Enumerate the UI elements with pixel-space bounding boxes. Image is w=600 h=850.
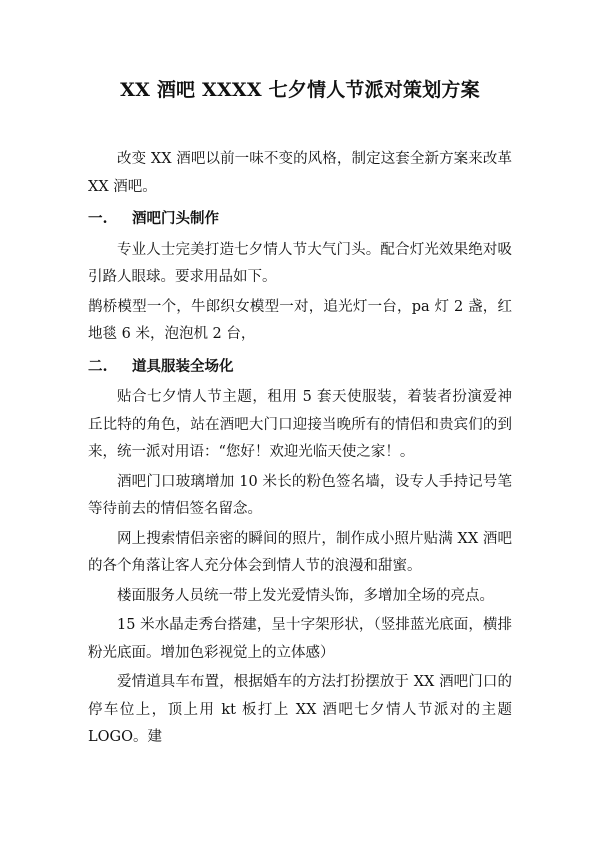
body-paragraph: 15 米水晶走秀台搭建，呈十字架形状，（竖排蓝光底面，横排粉光底面。增加色彩视觉上的立体感） [88,617,512,661]
body-paragraph: 鹊桥模型一个，牛郎织女模型一对，追光灯一台，pa 灯 2 盏，红地毯 6 米，泡泡机 2 台， [88,298,512,342]
section-heading-text: 酒吧门头制作 [132,210,219,227]
section-heading-2 [88,353,512,381]
body-paragraph: 网上搜索情侣亲密的瞬间的照片，制作成小照片贴满 XX 酒吧的各个角落让客人充分体会到情人节的浪漫和甜蜜。 [88,530,512,574]
body-paragraph: 爱情道具车布置，根据婚车的方法打扮摆放于 XX 酒吧门口的停车位上，顶上用 kt 板打上 XX 酒吧七夕情人节派对的主题 LOGO。建 [88,674,512,745]
intro-paragraph: 改变 XX 酒吧以前一味不变的风格，制定这套全新方案来改革 XX 酒吧。 [88,151,512,195]
section-heading-text: 道具服装全场化 [132,357,234,375]
body-paragraph: 酒吧门口玻璃增加 10 米长的粉色签名墙，设专人手持记号笔等待前去的情侣签名留念。 [88,473,512,517]
document-title: XX 酒吧 XXXX 七夕情人节派对策划方案 [120,79,480,101]
body-paragraph: 专业人士完美打造七夕情人节大气门头。配合灯光效果绝对吸引路人眼球。要求用品如下。 [88,241,512,285]
body-paragraph: 贴合七夕情人节主题，租用 5 套天使服装，着装者扮演爱神丘比特的角色，站在酒吧大门口迎接当晚所有的情侣和贵宾们的到来，统一派对用语：“您好！欢迎光临天使之家！。 [88,389,512,460]
section-heading-1 [88,205,512,233]
body-paragraph: 楼面服务人员统一带上发光爱情头饰，多增加全场的亮点。 [117,587,494,604]
section-number: 二. [88,357,108,375]
section-number: 一. [88,210,108,227]
